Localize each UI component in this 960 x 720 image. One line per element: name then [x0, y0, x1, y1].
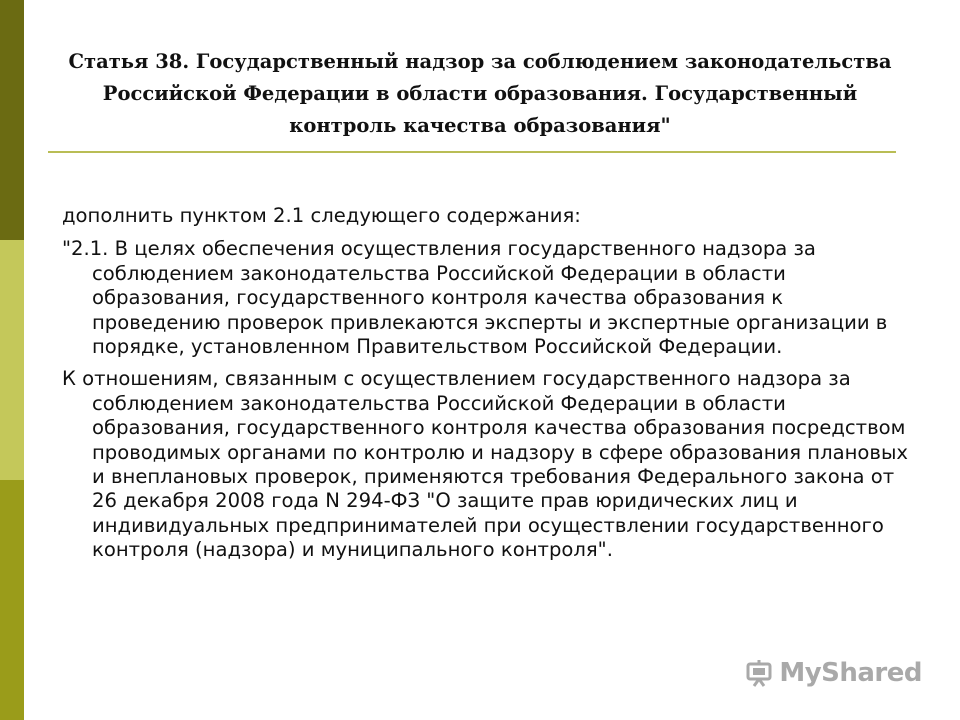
paragraph-relations: К отношениям, связанным с осуществлением государственного надзора за соблюдением законодательства Российской Федерации в области образования, государственного контроля качества образования посредством проводимых органами по контролю и надзору в сфере образования плановых и внеплановых проверок, применяются требования Федерального закона от 26 декабря 2008 года N 294-ФЗ "О защите прав юридических лиц и индивидуальных предпринимателей при осуществлении государственного контроля (надзора) и муниципального контроля".: [62, 367, 909, 562]
left-decorative-stripe: [0, 0, 24, 720]
paragraph-2-1: "2.1. В целях обеспечения осуществления государственного надзора за соблюдением законодательства Российской Федерации в области образования, государственного контроля качества образования к проведению проверок привлекаются эксперты и экспертные организации в порядке, установленном Правительством Российской Федерации.: [62, 237, 888, 359]
watermark-text: MyShared: [779, 658, 922, 688]
title-line-2: Российской Федерации в области образования. Государственный: [102, 82, 858, 105]
stripe-segment-light: [0, 240, 24, 480]
slide-body: [62, 204, 912, 571]
stripe-segment-dark: [0, 0, 24, 240]
myshared-watermark: [745, 656, 922, 690]
title-line-1: Статья 38. Государственный надзор за соблюдением законодательства: [68, 50, 892, 73]
slide-title: [48, 46, 912, 142]
stripe-segment-mid: [0, 480, 24, 720]
intro-paragraph: дополнить пунктом 2.1 следующего содержания:: [62, 204, 581, 227]
title-divider: [48, 151, 896, 153]
title-line-3: контроль качества образования": [289, 114, 671, 137]
presentation-board-icon: [745, 659, 773, 687]
